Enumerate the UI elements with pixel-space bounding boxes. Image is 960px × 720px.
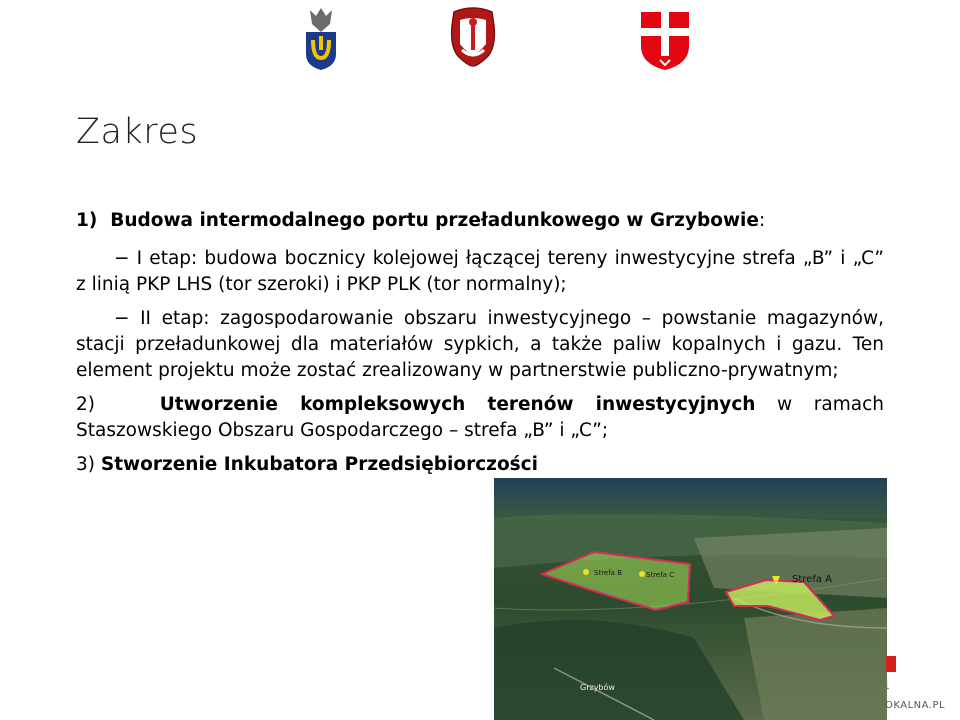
item-3-number: 3)	[76, 454, 95, 475]
item-1-heading: Budowa intermodalnego portu przeładunkowego w Grzybowie	[110, 210, 759, 231]
zone-c-label: Strefa C	[646, 571, 675, 579]
item-2-number: 2)	[76, 394, 95, 415]
item-1	[76, 208, 884, 234]
zone-b-label: Strefa B	[594, 569, 622, 577]
aerial-map-image	[494, 478, 887, 720]
footer-site: OKALNA.PL	[885, 700, 946, 711]
item-1-number: 1)	[76, 210, 98, 231]
stage-2-text: − II etap: zagospodarowanie obszaru inwestycyjnego – powstanie magazynów, stacji przeładunkowej dla materiałów sypkich, a także paliw kopalnych i gazu. Ten element projektu może zostać zrealizowany w partnerstwie publiczno-prywatnym;	[76, 308, 884, 381]
crest-cross-logo	[638, 6, 692, 72]
stage-1-text: − I etap: budowa bocznicy kolejowej łączącej tereny inwestycyjne strefa „B” i „C” z linią PKP LHS (tor szeroki) i PKP PLK (tor normalny);	[76, 248, 884, 295]
corner-red-mark	[886, 656, 896, 672]
pin-icon	[583, 569, 589, 575]
item-3-heading: Stworzenie Inkubatora Przedsiębiorczości	[100, 454, 538, 475]
item-1-suffix: :	[758, 210, 766, 231]
bird-icon	[310, 8, 332, 32]
pin-icon	[639, 571, 645, 577]
crest-gmina-logo	[448, 6, 498, 68]
item-3	[76, 452, 884, 478]
crest-staszow-logo	[302, 6, 340, 72]
item-2-rest: w ramach Staszowskiego Obszaru Gospodarczego – strefa „B” i „C”;	[76, 394, 884, 441]
zone-a-label: Strefa A	[792, 574, 832, 585]
town-label: Grzybów	[580, 683, 615, 692]
item-2	[76, 392, 884, 444]
slide-body	[76, 208, 884, 478]
item-2-heading: Utworzenie kompleksowych terenów inwestycyjnych	[159, 394, 756, 415]
aerial-map	[494, 478, 887, 720]
slide-title: Zakres	[76, 112, 199, 152]
page-number: 1	[883, 679, 890, 692]
